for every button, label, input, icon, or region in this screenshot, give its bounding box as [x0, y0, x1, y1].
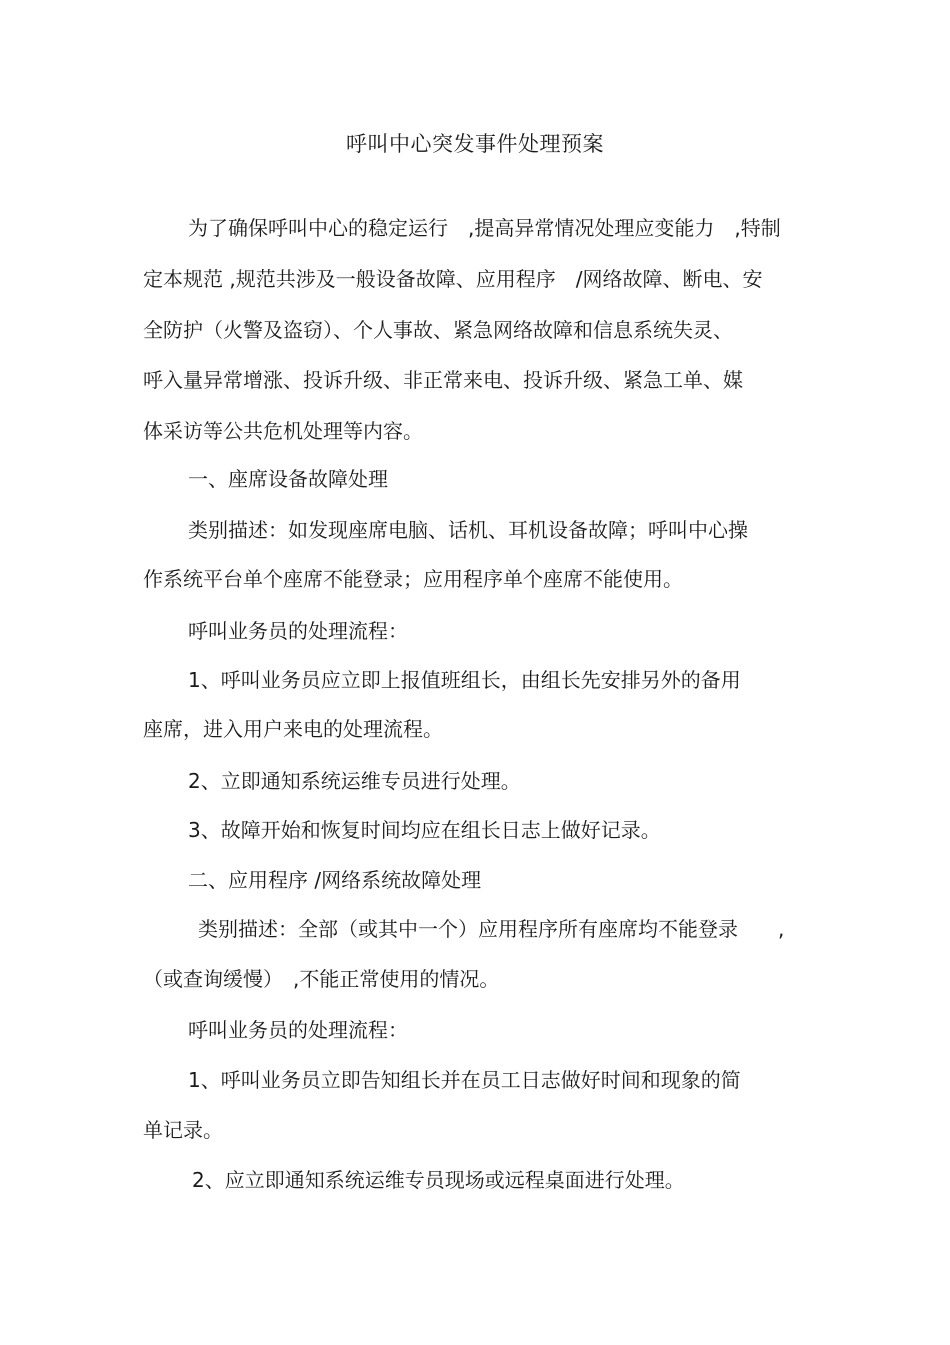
section-heading: 二、应用程序 /网络系统故障处理 [188, 868, 482, 892]
paragraph-line: 全防护（火警及盗窃）、个人事故、紧急网络故障和信息系统失灵、 [143, 318, 733, 342]
paragraph-line: 座席，进入用户来电的处理流程。 [143, 717, 443, 741]
paragraph-line: 定本规范 ,规范共涉及一般设备故障、应用程序 /网络故障、断电、安 [143, 267, 763, 291]
list-item: 2、应立即通知系统运维专员现场或远程桌面进行处理。 [192, 1168, 685, 1192]
subheading: 呼叫业务员的处理流程： [188, 619, 408, 643]
paragraph-line: 类别描述：全部（或其中一个）应用程序所有座席均不能登录 , [198, 917, 785, 941]
paragraph-line: 作系统平台单个座席不能登录；应用程序单个座席不能使用。 [143, 567, 683, 591]
subheading: 呼叫业务员的处理流程： [188, 1018, 408, 1042]
paragraph-line: 呼入量异常增涨、投诉升级、非正常来电、投诉升级、紧急工单、媒 [143, 368, 743, 392]
paragraph-line: 体采访等公共危机处理等内容。 [143, 419, 423, 443]
section-heading: 一、座席设备故障处理 [188, 467, 388, 491]
list-item: 1、呼叫业务员立即告知组长并在员工日志做好时间和现象的简 [188, 1068, 741, 1092]
paragraph-line: （或查询缓慢） ,不能正常使用的情况。 [143, 967, 500, 991]
list-item: 1、呼叫业务员应立即上报值班组长，由组长先安排另外的备用 [188, 668, 741, 692]
list-item: 2、立即通知系统运维专员进行处理。 [188, 769, 521, 793]
document-title: 呼叫中心突发事件处理预案 [346, 132, 604, 156]
paragraph-line: 类别描述：如发现座席电脑、话机、耳机设备故障；呼叫中心操 [188, 518, 748, 542]
list-item: 3、故障开始和恢复时间均应在组长日志上做好记录。 [188, 818, 661, 842]
paragraph-line: 单记录。 [143, 1118, 223, 1142]
paragraph-line: 为了确保呼叫中心的稳定运行 ,提高异常情况处理应变能力 ,特制 [188, 216, 781, 240]
